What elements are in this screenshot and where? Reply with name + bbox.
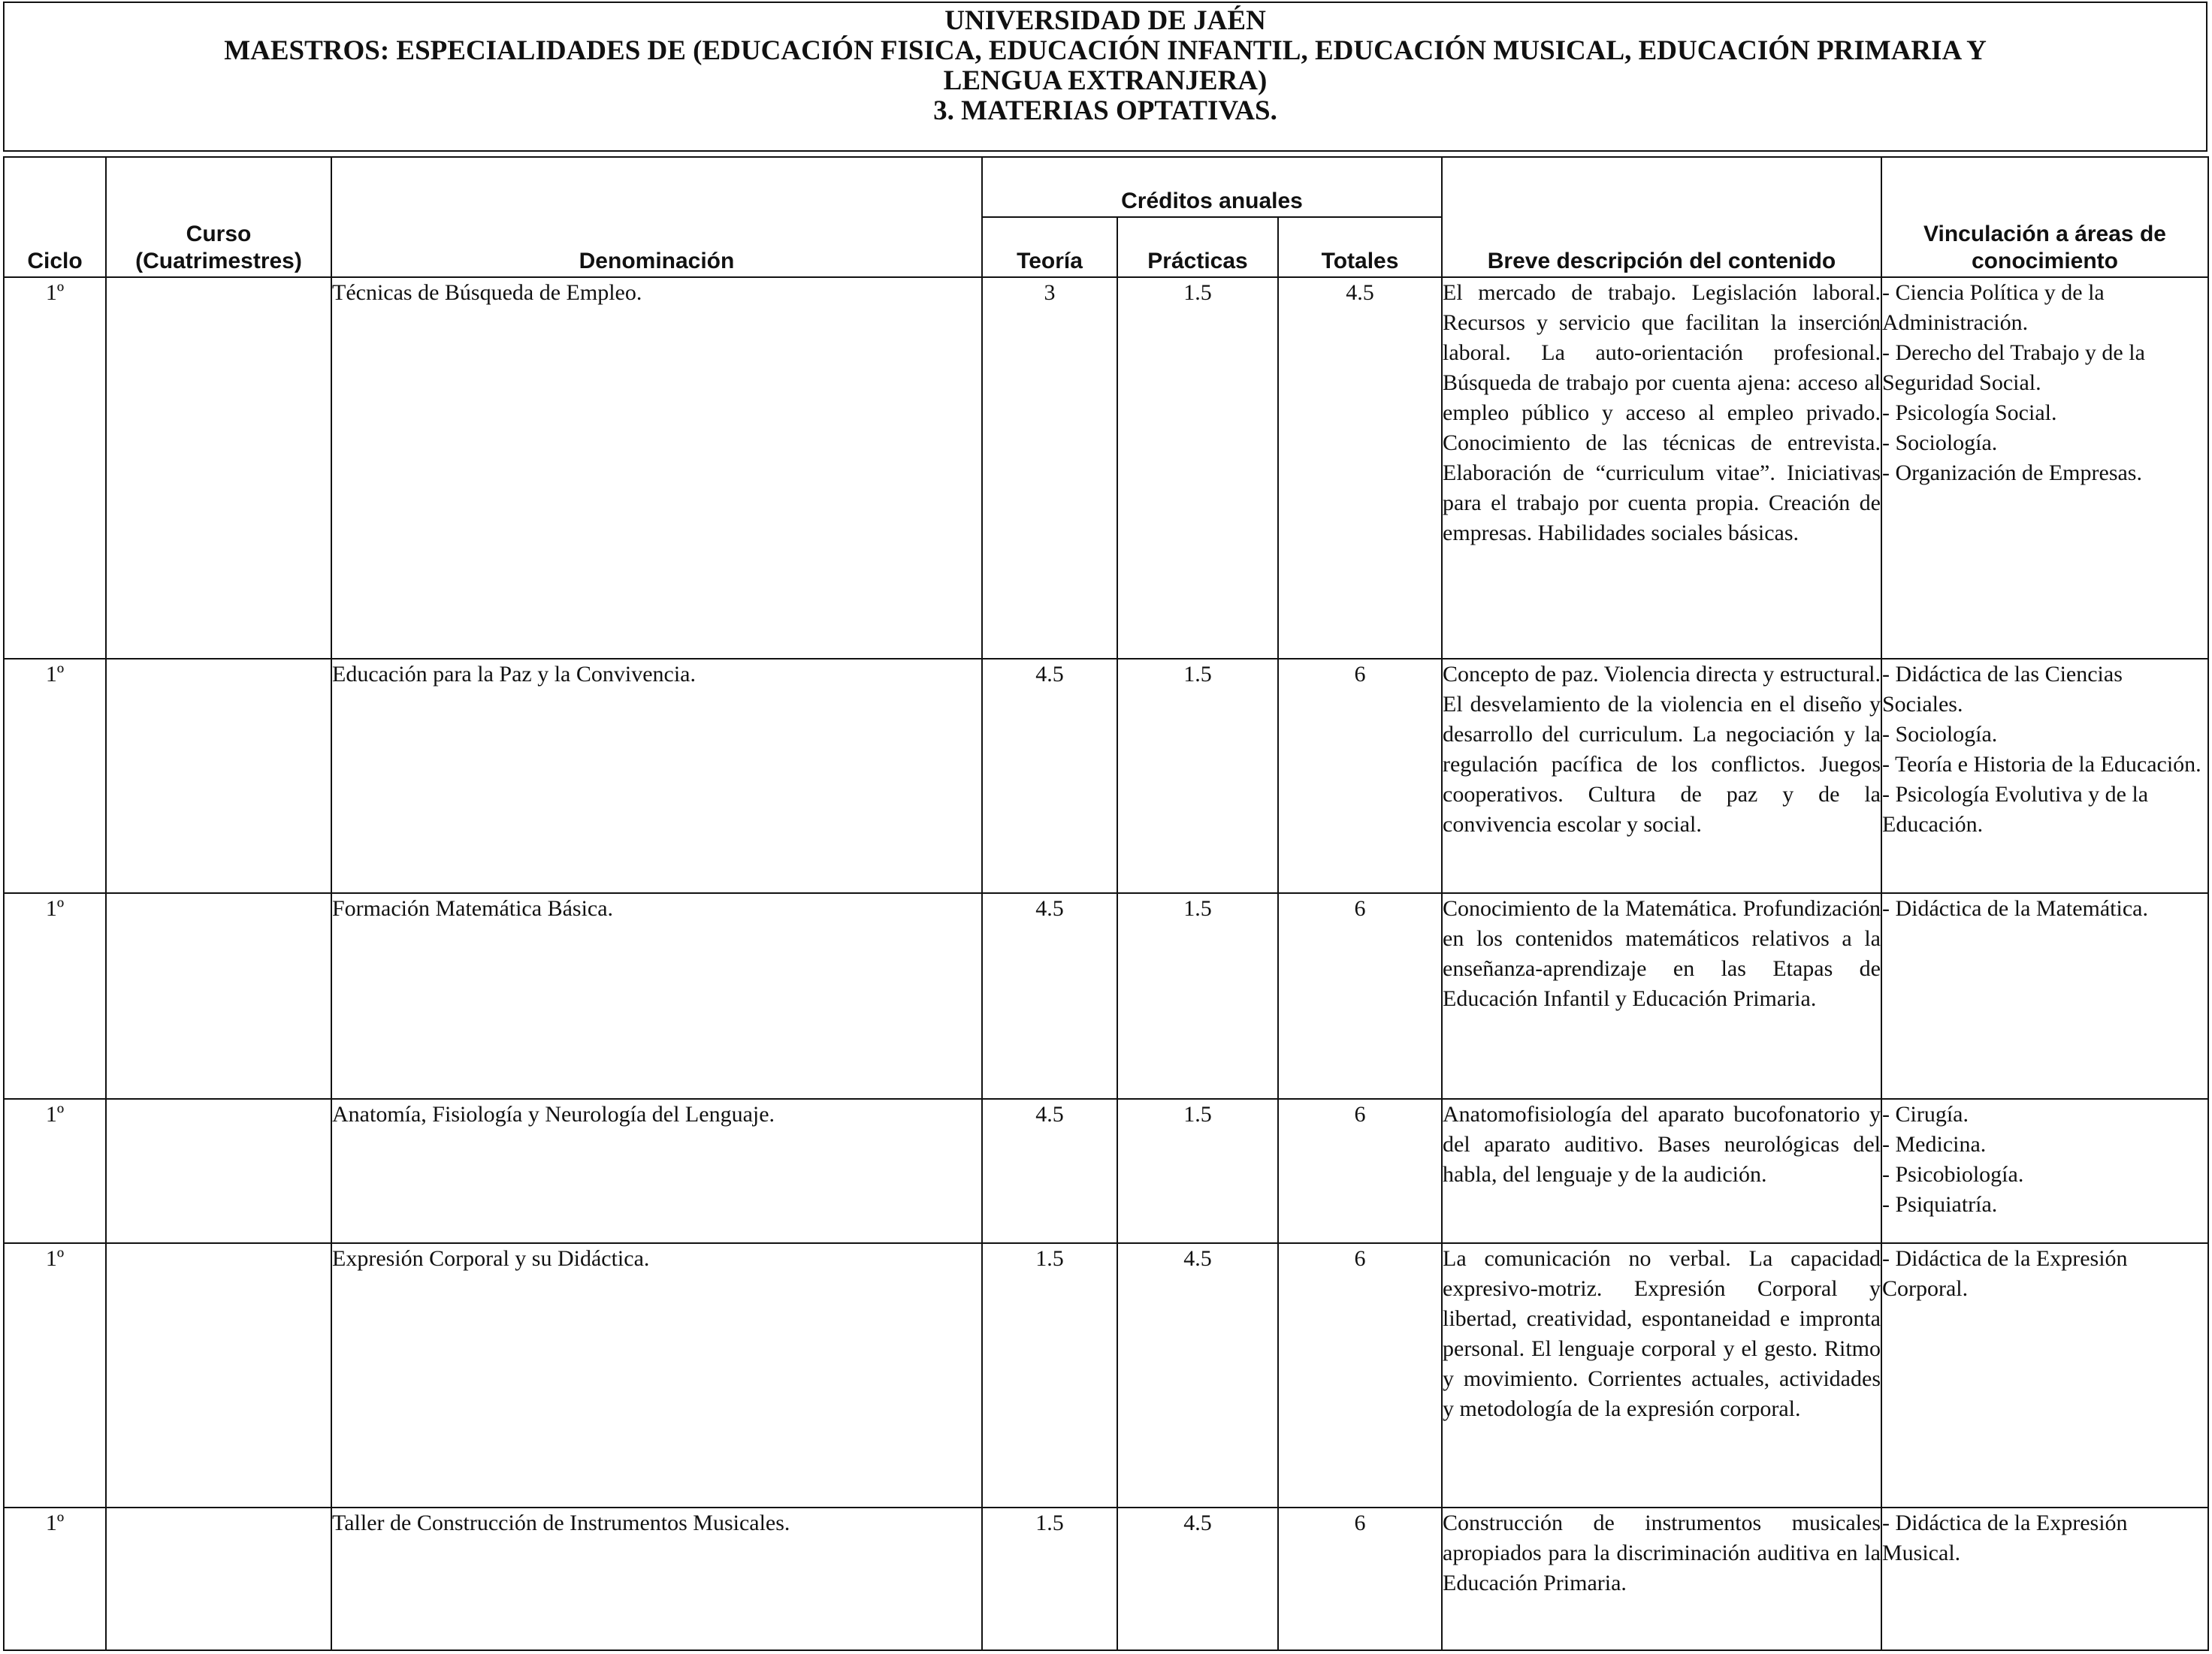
cell-practicas: 1.5 bbox=[1117, 893, 1278, 1099]
col-header-teoria: Teoría bbox=[982, 217, 1117, 277]
col-header-creditos: Créditos anuales bbox=[982, 157, 1442, 217]
cell-ciclo: 1º bbox=[4, 659, 106, 893]
vinculacion-item: - Didáctica de la Expresión Musical. bbox=[1882, 1511, 2128, 1565]
table-row bbox=[4, 893, 2208, 1099]
cell-practicas: 1.5 bbox=[1117, 277, 1278, 659]
vinculacion-item: - Psicología Evolutiva y de la Educación. bbox=[1882, 782, 2149, 837]
cell-practicas: 4.5 bbox=[1117, 1243, 1278, 1508]
university-title: UNIVERSIDAD DE JAÉN bbox=[944, 5, 1266, 36]
vinculacion-item: - Sociología. bbox=[1882, 430, 1998, 455]
vinculacion-item: - Derecho del Trabajo y de la Seguridad Social. bbox=[1882, 340, 2145, 395]
cell-vinculacion bbox=[1881, 277, 2208, 659]
document-header bbox=[3, 2, 2207, 152]
cell-teoria: 1.5 bbox=[982, 1508, 1117, 1650]
cell-teoria: 4.5 bbox=[982, 659, 1117, 893]
col-header-curso-line2: (Cuatrimestres) bbox=[135, 249, 302, 273]
col-header-ciclo: Ciclo bbox=[4, 157, 106, 277]
cell-curso bbox=[106, 1508, 331, 1650]
optional-subjects-table bbox=[3, 156, 2209, 1651]
document-page bbox=[3, 2, 2207, 1651]
vinculacion-item: - Didáctica de las Ciencias Sociales. bbox=[1882, 662, 2123, 717]
header-row-1 bbox=[4, 157, 2208, 217]
cell-descripcion: El mercado de trabajo. Legislación laboral. Recursos y servicio que facilitan la inserción laboral. La auto-orientación profesional. Búsqueda de trabajo por cuenta ajena: acceso al empleo público y acceso al empleo privado. Conocimiento de las técnicas de entrevista. Elaboración de “curriculum vitae”. Iniciativas para el trabajo por cuenta propia. Creación de empresas. Habilidades sociales básicas. bbox=[1442, 277, 1881, 659]
cell-vinculacion bbox=[1881, 1508, 2208, 1650]
degree-title-continued: LENGUA EXTRANJERA) bbox=[943, 65, 1268, 96]
cell-denominacion: Anatomía, Fisiología y Neurología del Lenguaje. bbox=[331, 1099, 982, 1243]
cell-descripcion: Anatomofisiología del aparato bucofonatorio y del aparato auditivo. Bases neurológicas del habla, del lenguaje y de la audición. bbox=[1442, 1099, 1881, 1243]
vinculacion-item: - Psiquiatría. bbox=[1882, 1192, 1998, 1217]
col-header-curso bbox=[106, 157, 331, 277]
col-header-descripcion: Breve descripción del contenido bbox=[1442, 157, 1881, 277]
cell-denominacion: Formación Matemática Básica. bbox=[331, 893, 982, 1099]
vinculacion-item: - Medicina. bbox=[1882, 1132, 1987, 1157]
cell-practicas: 1.5 bbox=[1117, 659, 1278, 893]
cell-vinculacion bbox=[1881, 1243, 2208, 1508]
cell-totales: 6 bbox=[1278, 1243, 1442, 1508]
cell-denominacion: Técnicas de Búsqueda de Empleo. bbox=[331, 277, 982, 659]
cell-curso bbox=[106, 893, 331, 1099]
cell-ciclo: 1º bbox=[4, 277, 106, 659]
cell-curso bbox=[106, 1243, 331, 1508]
cell-practicas: 1.5 bbox=[1117, 1099, 1278, 1243]
vinculacion-item: - Organización de Empresas. bbox=[1882, 460, 2142, 485]
cell-descripcion: Construcción de instrumentos musicales apropiados para la discriminación auditiva en la Educación Primaria. bbox=[1442, 1508, 1881, 1650]
vinculacion-item: - Psicobiología. bbox=[1882, 1162, 2024, 1187]
table-row bbox=[4, 1099, 2208, 1243]
table-row bbox=[4, 1243, 2208, 1508]
col-header-curso-line1: Curso bbox=[186, 222, 252, 246]
cell-descripcion: Conocimiento de la Matemática. Profundización en los contenidos matemáticos relativos a la enseñanza-aprendizaje en las Etapas de Educación Infantil y Educación Primaria. bbox=[1442, 893, 1881, 1099]
cell-vinculacion bbox=[1881, 893, 2208, 1099]
cell-teoria: 1.5 bbox=[982, 1243, 1117, 1508]
cell-curso bbox=[106, 1099, 331, 1243]
cell-denominacion: Expresión Corporal y su Didáctica. bbox=[331, 1243, 982, 1508]
col-header-practicas: Prácticas bbox=[1117, 217, 1278, 277]
vinculacion-item: - Ciencia Política y de la Administración. bbox=[1882, 280, 2105, 335]
vinculacion-item: - Didáctica de la Expresión Corporal. bbox=[1882, 1246, 2128, 1301]
cell-practicas: 4.5 bbox=[1117, 1508, 1278, 1650]
table-row bbox=[4, 659, 2208, 893]
cell-teoria: 4.5 bbox=[982, 893, 1117, 1099]
cell-totales: 6 bbox=[1278, 1099, 1442, 1243]
degree-title: MAESTROS: ESPECIALIDADES DE (EDUCACIÓN FISICA, EDUCACIÓN INFANTIL, EDUCACIÓN MUSICAL, EDUCACIÓN PRIMARIA Y bbox=[224, 35, 1987, 66]
cell-descripcion: Concepto de paz. Violencia directa y estructural. El desvelamiento de la violencia en el diseño y desarrollo del curriculum. La negociación y la regulación pacífica de los conflictos. Juegos cooperativos. Cultura de paz y de la convivencia escolar y social. bbox=[1442, 659, 1881, 893]
vinculacion-item: - Psicología Social. bbox=[1882, 400, 2057, 425]
cell-denominacion: Taller de Construcción de Instrumentos Musicales. bbox=[331, 1508, 982, 1650]
vinculacion-item: - Didáctica de la Matemática. bbox=[1882, 896, 2148, 921]
cell-totales: 6 bbox=[1278, 1508, 1442, 1650]
cell-totales: 6 bbox=[1278, 893, 1442, 1099]
cell-curso bbox=[106, 277, 331, 659]
table-row bbox=[4, 1508, 2208, 1650]
col-header-vinculacion-line2: conocimiento bbox=[1971, 249, 2118, 273]
vinculacion-item: - Cirugía. bbox=[1882, 1102, 1969, 1127]
cell-ciclo: 1º bbox=[4, 1508, 106, 1650]
cell-descripcion: La comunicación no verbal. La capacidad expresivo-motriz. Expresión Corporal y libertad, creatividad, espontaneidad e impronta personal. El lenguaje corporal y el gesto. Ritmo y movimiento. Corrientes actuales, actividades y metodología de la expresión corporal. bbox=[1442, 1243, 1881, 1508]
cell-curso bbox=[106, 659, 331, 893]
cell-vinculacion bbox=[1881, 659, 2208, 893]
col-header-denominacion: Denominación bbox=[331, 157, 982, 277]
cell-totales: 4.5 bbox=[1278, 277, 1442, 659]
cell-ciclo: 1º bbox=[4, 1243, 106, 1508]
cell-vinculacion bbox=[1881, 1099, 2208, 1243]
cell-ciclo: 1º bbox=[4, 1099, 106, 1243]
table-row bbox=[4, 277, 2208, 659]
cell-totales: 6 bbox=[1278, 659, 1442, 893]
col-header-totales: Totales bbox=[1278, 217, 1442, 277]
col-header-vinculacion bbox=[1881, 157, 2208, 277]
cell-ciclo: 1º bbox=[4, 893, 106, 1099]
vinculacion-item: - Sociología. bbox=[1882, 722, 1998, 747]
cell-denominacion: Educación para la Paz y la Convivencia. bbox=[331, 659, 982, 893]
section-title: 3. MATERIAS OPTATIVAS. bbox=[933, 95, 1277, 126]
col-header-vinculacion-line1: Vinculación a áreas de bbox=[1923, 222, 2166, 246]
cell-teoria: 4.5 bbox=[982, 1099, 1117, 1243]
cell-teoria: 3 bbox=[982, 277, 1117, 659]
vinculacion-item: - Teoría e Historia de la Educación. bbox=[1882, 752, 2201, 777]
